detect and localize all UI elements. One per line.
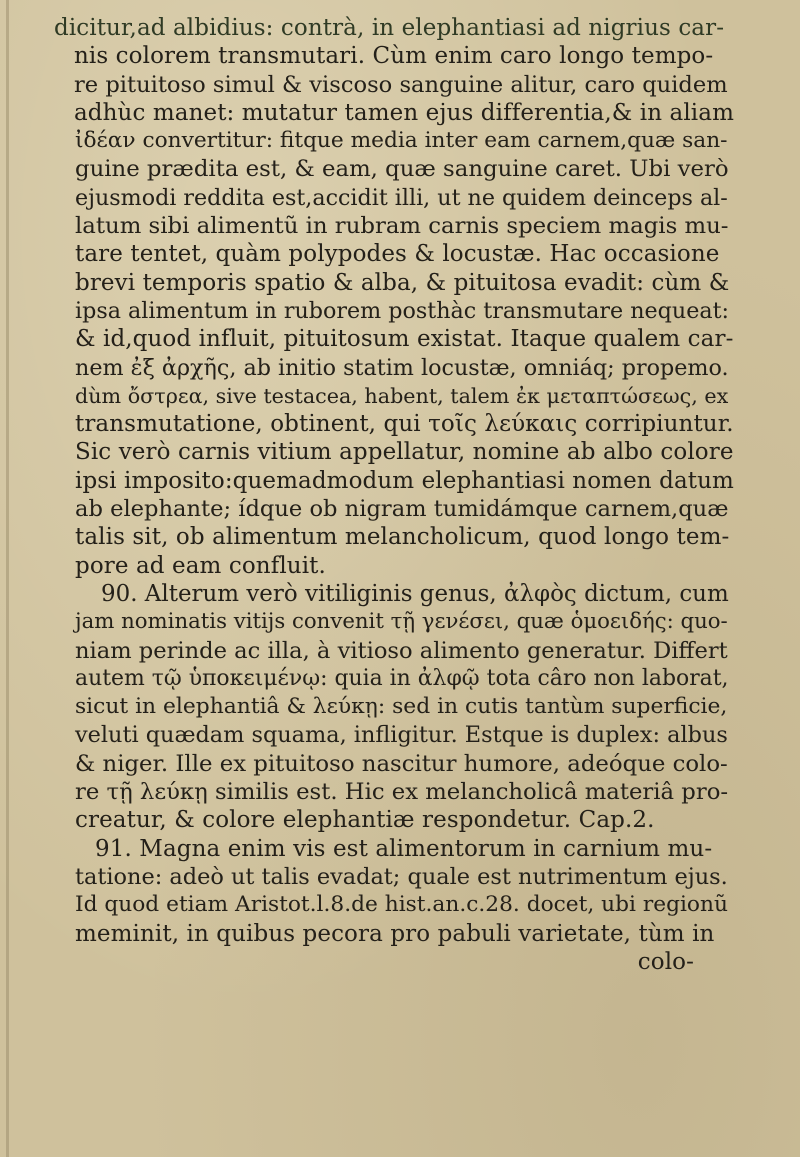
text-line: talis sit, ob alimentum melancholicum, quod longo tem- — [75, 524, 730, 551]
text-line: brevi temporis spatio & alba, & pituitosa evadit: cùm & — [75, 269, 730, 296]
text-line: dicitur,ad albidius: contrà, in elephantiasi ad nigrius car- — [54, 15, 725, 41]
body-text — [34, 14, 734, 976]
text-line: meminit, in quibus pecora pro pabuli varietate, tùm in — [75, 920, 715, 947]
text-line: Id quod etiam Aristot.l.8.de hist.an.c.28. docet, ubi regionũ — [75, 892, 728, 918]
page-edge-shadow — [6, 0, 9, 1157]
text-line: ipsa alimentum in ruborem posthàc transmutare nequeat: — [75, 297, 729, 324]
text-line: niam perinde ac illa, à vitioso alimento generatur. Differt — [75, 637, 728, 664]
text-line: dùm ὄστρεα, sive testacea, habent, talem ἐκ μεταπτώσεως, ex — [75, 383, 729, 408]
text-line: jam nominatis vitijs convenit τῇ γενέσει, quæ ὁμοειδής: quo- — [75, 609, 728, 635]
text-line: adhùc manet: mutatur tamen ejus differentia,& in aliam — [74, 99, 734, 126]
text-line: creatur, & colore elephantiæ respondetur. Cap.2. — [75, 807, 655, 834]
text-line: tare tentet, quàm polypodes & locustæ. Hac occasione — [75, 241, 720, 268]
text-line: ejusmodi reddita est,accidit illi, ut ne quidem deinceps al- — [75, 184, 728, 211]
text-line: 91. Magna enim vis est alimentorum in carnium mu- — [95, 835, 713, 862]
text-line: ab elephante; ídque ob nigram tumidámque carnem,quæ — [75, 496, 729, 523]
text-line: pore ad eam confluit. — [75, 552, 326, 579]
text-line: tatione: adeò ut talis evadat; quale est nutrimentum ejus. — [75, 863, 728, 890]
text-line: nis colorem transmutari. Cùm enim caro longo tempo- — [74, 43, 714, 70]
text-line: latum sibi alimentũ in rubram carnis speciem magis mu- — [75, 213, 729, 240]
text-line: sicut in elephantiâ & λεύκῃ: sed in cutis tantùm superficie, — [75, 694, 728, 720]
text-line: autem τῷ ὑποκειμένῳ: quia in ἀλφῷ tota câro non laborat, — [75, 665, 729, 691]
text-line: transmutatione, obtinent, qui τοῖς λεύκαις corripiuntur. — [75, 411, 734, 438]
text-line: colo- — [637, 948, 694, 975]
text-line: & niger. Ille ex pituitoso nascitur humore, adeóque colo- — [75, 750, 728, 777]
text-line: ipsi imposito:quemadmodum elephantiasi nomen datum — [75, 467, 734, 494]
text-line: nem ἐξ ἀρχῆς, ab initio statim locustæ, omniáq; propemo. — [75, 354, 729, 381]
text-line: Sic verò carnis vitium appellatur, nomine ab albo colore — [75, 439, 734, 466]
text-line: re τῇ λεύκῃ similis est. Hic ex melancholicâ materiâ pro- — [75, 779, 729, 806]
text-line: 90. Alterum verò vitiliginis genus, ἀλφὸς dictum, cum — [101, 580, 729, 607]
text-line: ἰδέαν convertitur: fitque media inter eam carnem,quæ san- — [75, 128, 728, 154]
text-line: & id,quod influit, pituitosum existat. Itaque qualem car- — [75, 326, 734, 353]
text-line: guine prædita est, & eam, quæ sanguine caret. Ubi verò — [75, 156, 729, 183]
text-line: veluti quædam squama, infligitur. Estque is duplex: albus — [75, 722, 728, 749]
text-line: re pituitoso simul & viscoso sanguine alitur, caro quidem — [74, 71, 728, 98]
